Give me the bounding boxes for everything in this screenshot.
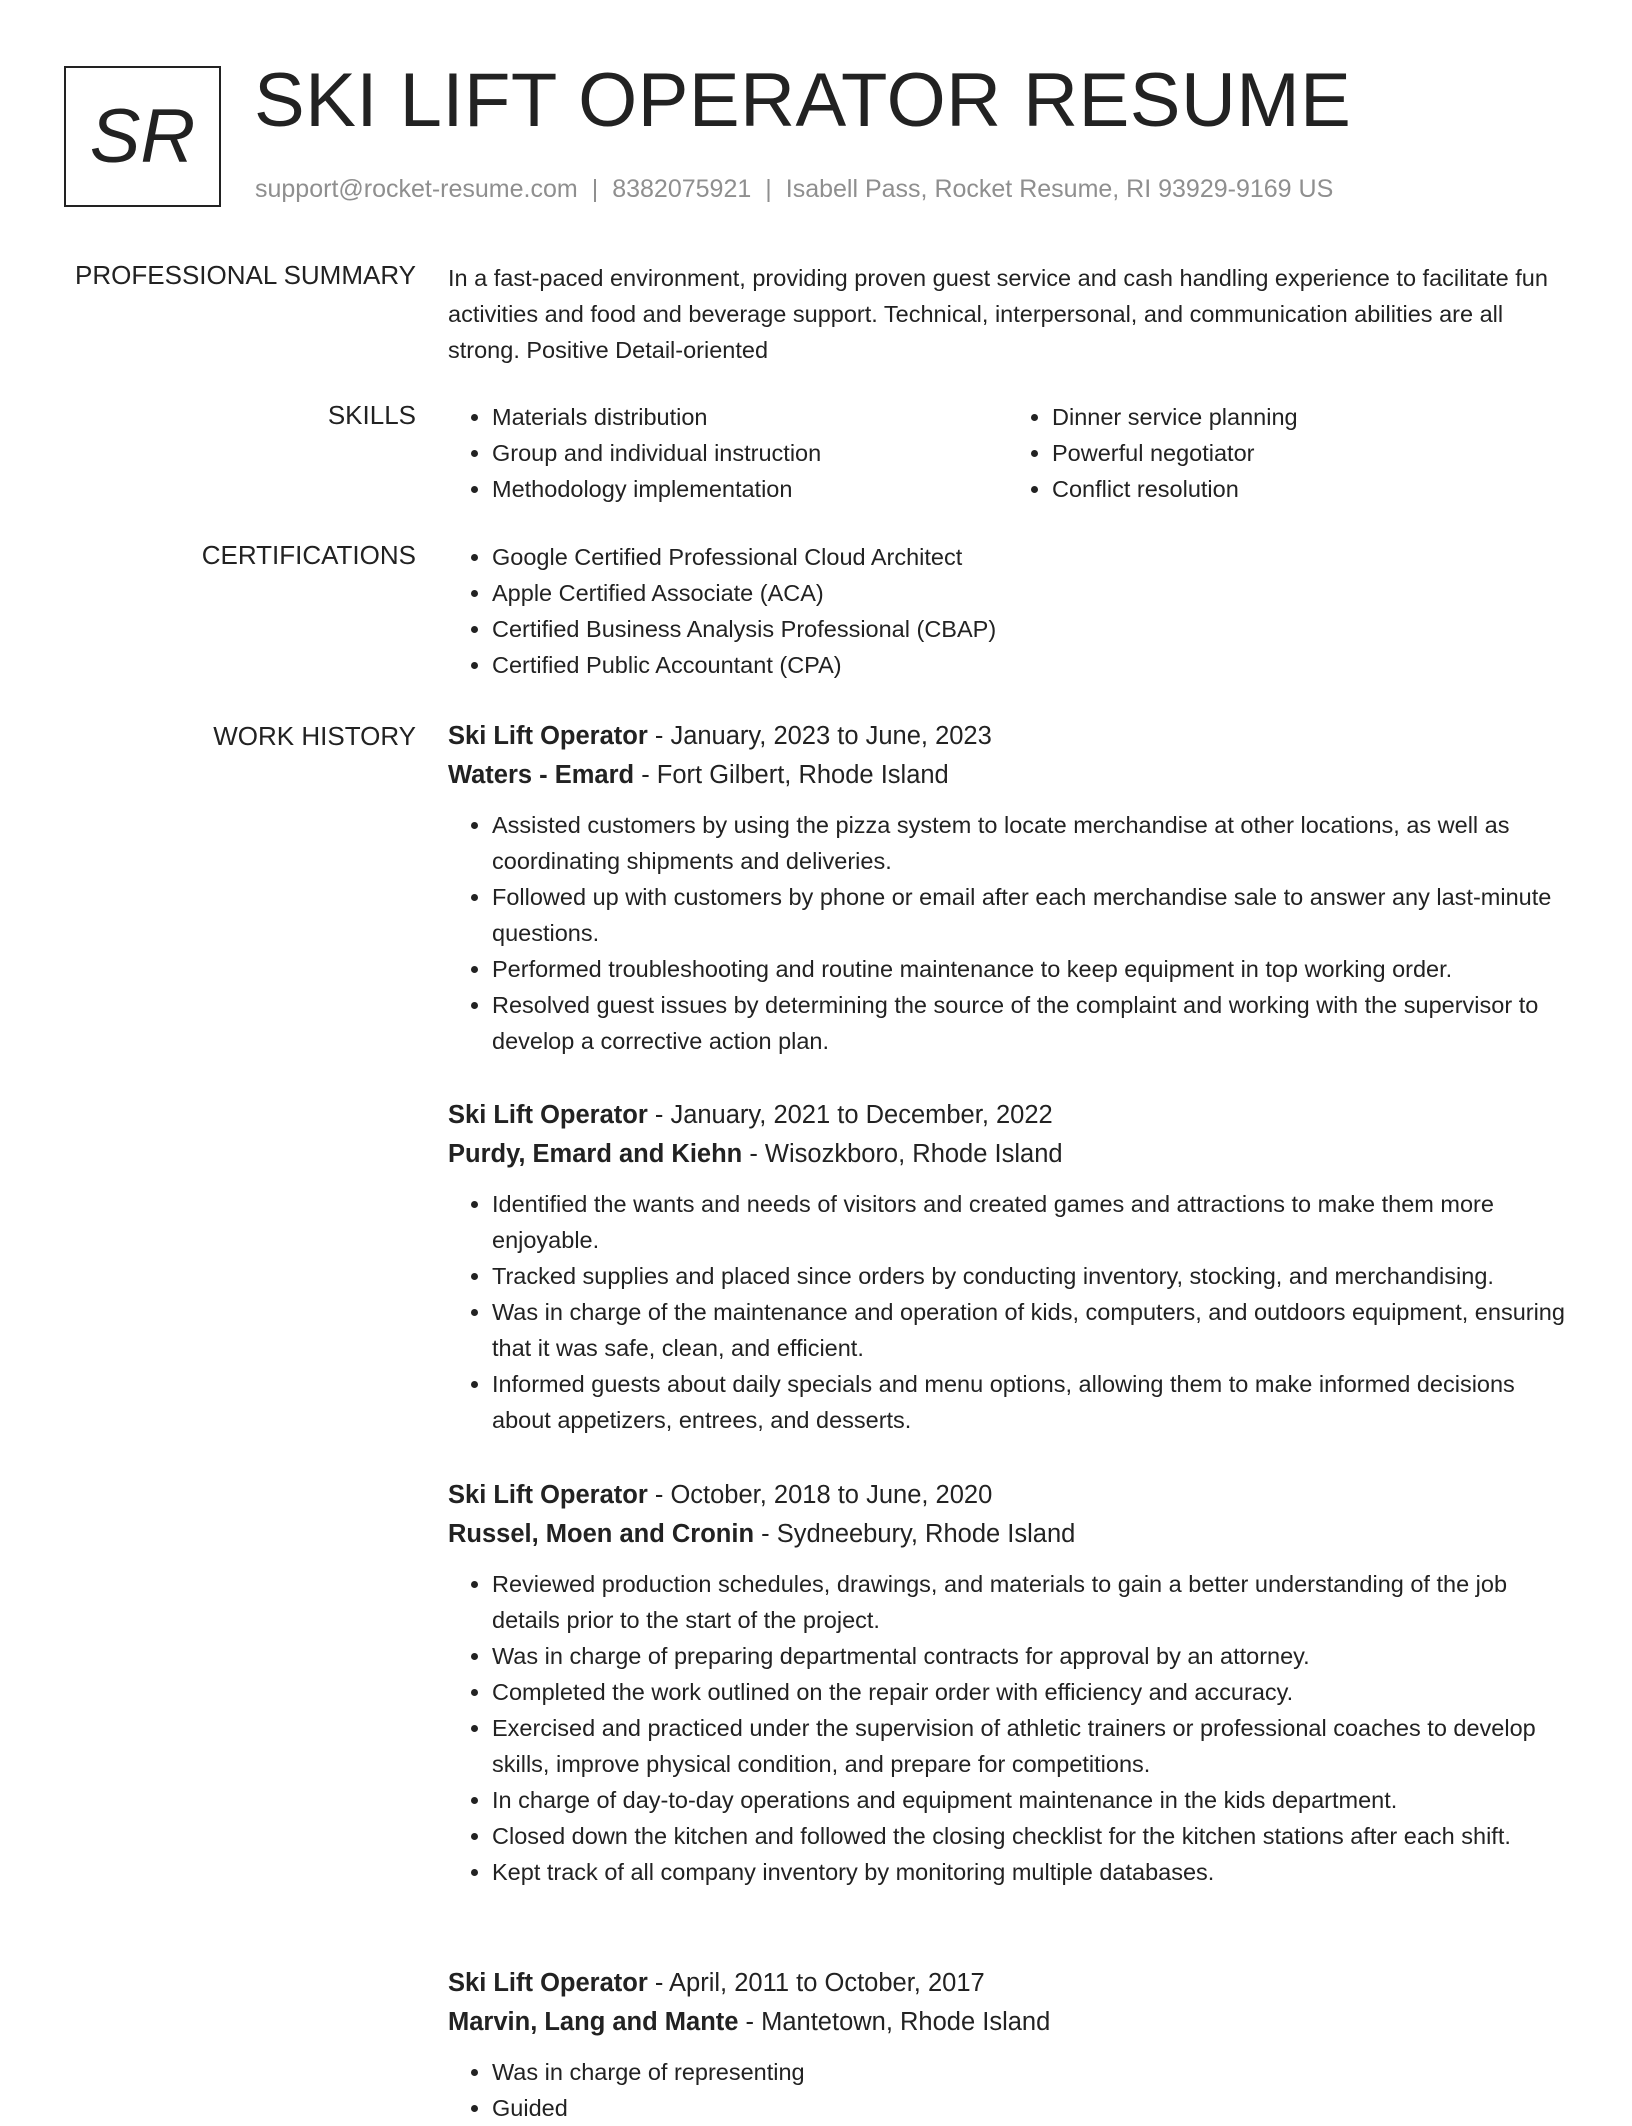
job-location: - Mantetown, Rhode Island — [738, 2008, 1051, 2036]
job-duty: • Tracked supplies and placed since orders by conducting inventory, stocking, and merchandising. — [492, 1258, 1568, 1294]
job-duties — [448, 2054, 1568, 2126]
summary-heading: PROFESSIONAL SUMMARY — [75, 260, 416, 290]
job-company: Purdy, Emard and Kiehn — [448, 1140, 743, 1168]
job-duty: • Resolved guest issues by determining the source of the complaint and working with the supervisor to develop a corrective action plan. — [492, 987, 1568, 1059]
job-duties — [448, 1566, 1568, 1890]
job-duty: • Followed up with customers by phone or email after each merchandise sale to answer any last-minute questions. — [492, 879, 1568, 951]
contact-phone: 8382075921 — [612, 175, 752, 203]
job-entry — [448, 717, 1568, 1059]
skill-item: • Conflict resolution — [1052, 471, 1568, 507]
skills-list — [448, 399, 1568, 507]
contact-email: support@rocket-resume.com — [255, 175, 578, 203]
job-title-line — [448, 1964, 1568, 2003]
initials-logo — [64, 66, 221, 207]
job-title-line — [448, 1096, 1568, 1135]
skill-item: • Dinner service planning — [1052, 399, 1568, 435]
job-dates: - April, 2011 to October, 2017 — [647, 1969, 985, 1997]
job-duty: • Guided — [492, 2090, 1568, 2126]
contact-separator: | — [591, 175, 599, 203]
certification-item: • Certified Business Analysis Professional (CBAP) — [492, 611, 1568, 647]
job-duty: • Closed down the kitchen and followed the closing checklist for the kitchen stations after each shift. — [492, 1818, 1568, 1854]
job-location: - Fort Gilbert, Rhode Island — [634, 761, 949, 789]
job-location: - Wisozkboro, Rhode Island — [742, 1140, 1063, 1168]
skills-heading: SKILLS — [327, 400, 416, 430]
job-dates: - October, 2018 to June, 2020 — [647, 1481, 993, 1509]
job-duties — [448, 807, 1568, 1059]
job-title: Ski Lift Operator — [448, 1969, 648, 1997]
job-company: Marvin, Lang and Mante — [448, 2008, 739, 2036]
job-company: Russel, Moen and Cronin — [448, 1520, 755, 1548]
job-entry — [448, 1096, 1568, 1438]
certification-item: • Apple Certified Associate (ACA) — [492, 575, 1568, 611]
certification-item: • Google Certified Professional Cloud Architect — [492, 539, 1568, 575]
contact-line — [255, 175, 1333, 204]
job-duty: • Was in charge of preparing departmental contracts for approval by an attorney. — [492, 1638, 1568, 1674]
skill-item: • Methodology implementation — [492, 471, 1008, 507]
job-company-line — [448, 756, 1568, 795]
job-company-line — [448, 1135, 1568, 1174]
contact-separator: | — [765, 175, 772, 203]
job-dates: - January, 2021 to December, 2022 — [647, 1101, 1053, 1129]
certifications-list — [448, 539, 1568, 683]
summary-text: In a fast-paced environment, providing proven guest service and cash handling experience to facilitate fun activities and food and beverage support. Technical, interpersonal, and communication abilities are all strong. Positive Detail-oriented — [448, 265, 1548, 363]
job-duty: • Informed guests about daily specials and menu options, allowing them to make informed decisions about appetizers, entrees, and desserts. — [492, 1366, 1568, 1438]
job-title: Ski Lift Operator — [448, 1481, 648, 1509]
work-history-heading: WORK HISTORY — [213, 721, 416, 751]
certifications-heading: CERTIFICATIONS — [201, 540, 416, 570]
skills-column-2 — [1008, 399, 1568, 507]
job-company-line — [448, 1515, 1568, 1554]
job-duties — [448, 1186, 1568, 1438]
contact-address: Isabell Pass, Rocket Resume, RI 93929-9169 US — [785, 175, 1334, 203]
job-duty: • Assisted customers by using the pizza system to locate merchandise at other locations, as well as coordinating shipments and deliveries. — [492, 807, 1568, 879]
job-title: Ski Lift Operator — [448, 722, 648, 750]
job-company-line — [448, 2003, 1568, 2042]
skill-item: • Powerful negotiator — [1052, 435, 1568, 471]
job-entry — [448, 1476, 1568, 1890]
job-duty: • Identified the wants and needs of visitors and created games and attractions to make them more enjoyable. — [492, 1186, 1568, 1258]
job-entry — [448, 1964, 1568, 2126]
job-title: Ski Lift Operator — [448, 1101, 648, 1129]
job-location: - Sydneebury, Rhode Island — [754, 1520, 1076, 1548]
job-duty: • Kept track of all company inventory by monitoring multiple databases. — [492, 1854, 1568, 1890]
job-company: Waters - Emard — [448, 761, 635, 789]
job-duty: • Was in charge of representing — [492, 2054, 1568, 2090]
job-duty: • Was in charge of the maintenance and operation of kids, computers, and outdoors equipment, ensuring that it was safe, clean, and efficient. — [492, 1294, 1568, 1366]
job-title-line — [448, 1476, 1568, 1515]
resume-title: SKI LIFT OPERATOR RESUME — [254, 58, 1352, 143]
job-title-line — [448, 717, 1568, 756]
job-duty: • Completed the work outlined on the repair order with efficiency and accuracy. — [492, 1674, 1568, 1710]
job-duty: • Exercised and practiced under the supervision of athletic trainers or professional coaches to develop skills, improve physical condition, and prepare for competitions. — [492, 1710, 1568, 1782]
job-duty: • In charge of day-to-day operations and equipment maintenance in the kids department. — [492, 1782, 1568, 1818]
certification-item: • Certified Public Accountant (CPA) — [492, 647, 1568, 683]
job-duty: • Reviewed production schedules, drawings, and materials to gain a better understanding of the job details prior to the start of the project. — [492, 1566, 1568, 1638]
skill-item: • Materials distribution — [492, 399, 1008, 435]
job-duty: • Performed troubleshooting and routine maintenance to keep equipment in top working order. — [492, 951, 1568, 987]
skills-column-1 — [448, 399, 1008, 507]
initials-text: SR — [89, 94, 196, 179]
skill-item: • Group and individual instruction — [492, 435, 1008, 471]
job-dates: - January, 2023 to June, 2023 — [647, 722, 992, 750]
